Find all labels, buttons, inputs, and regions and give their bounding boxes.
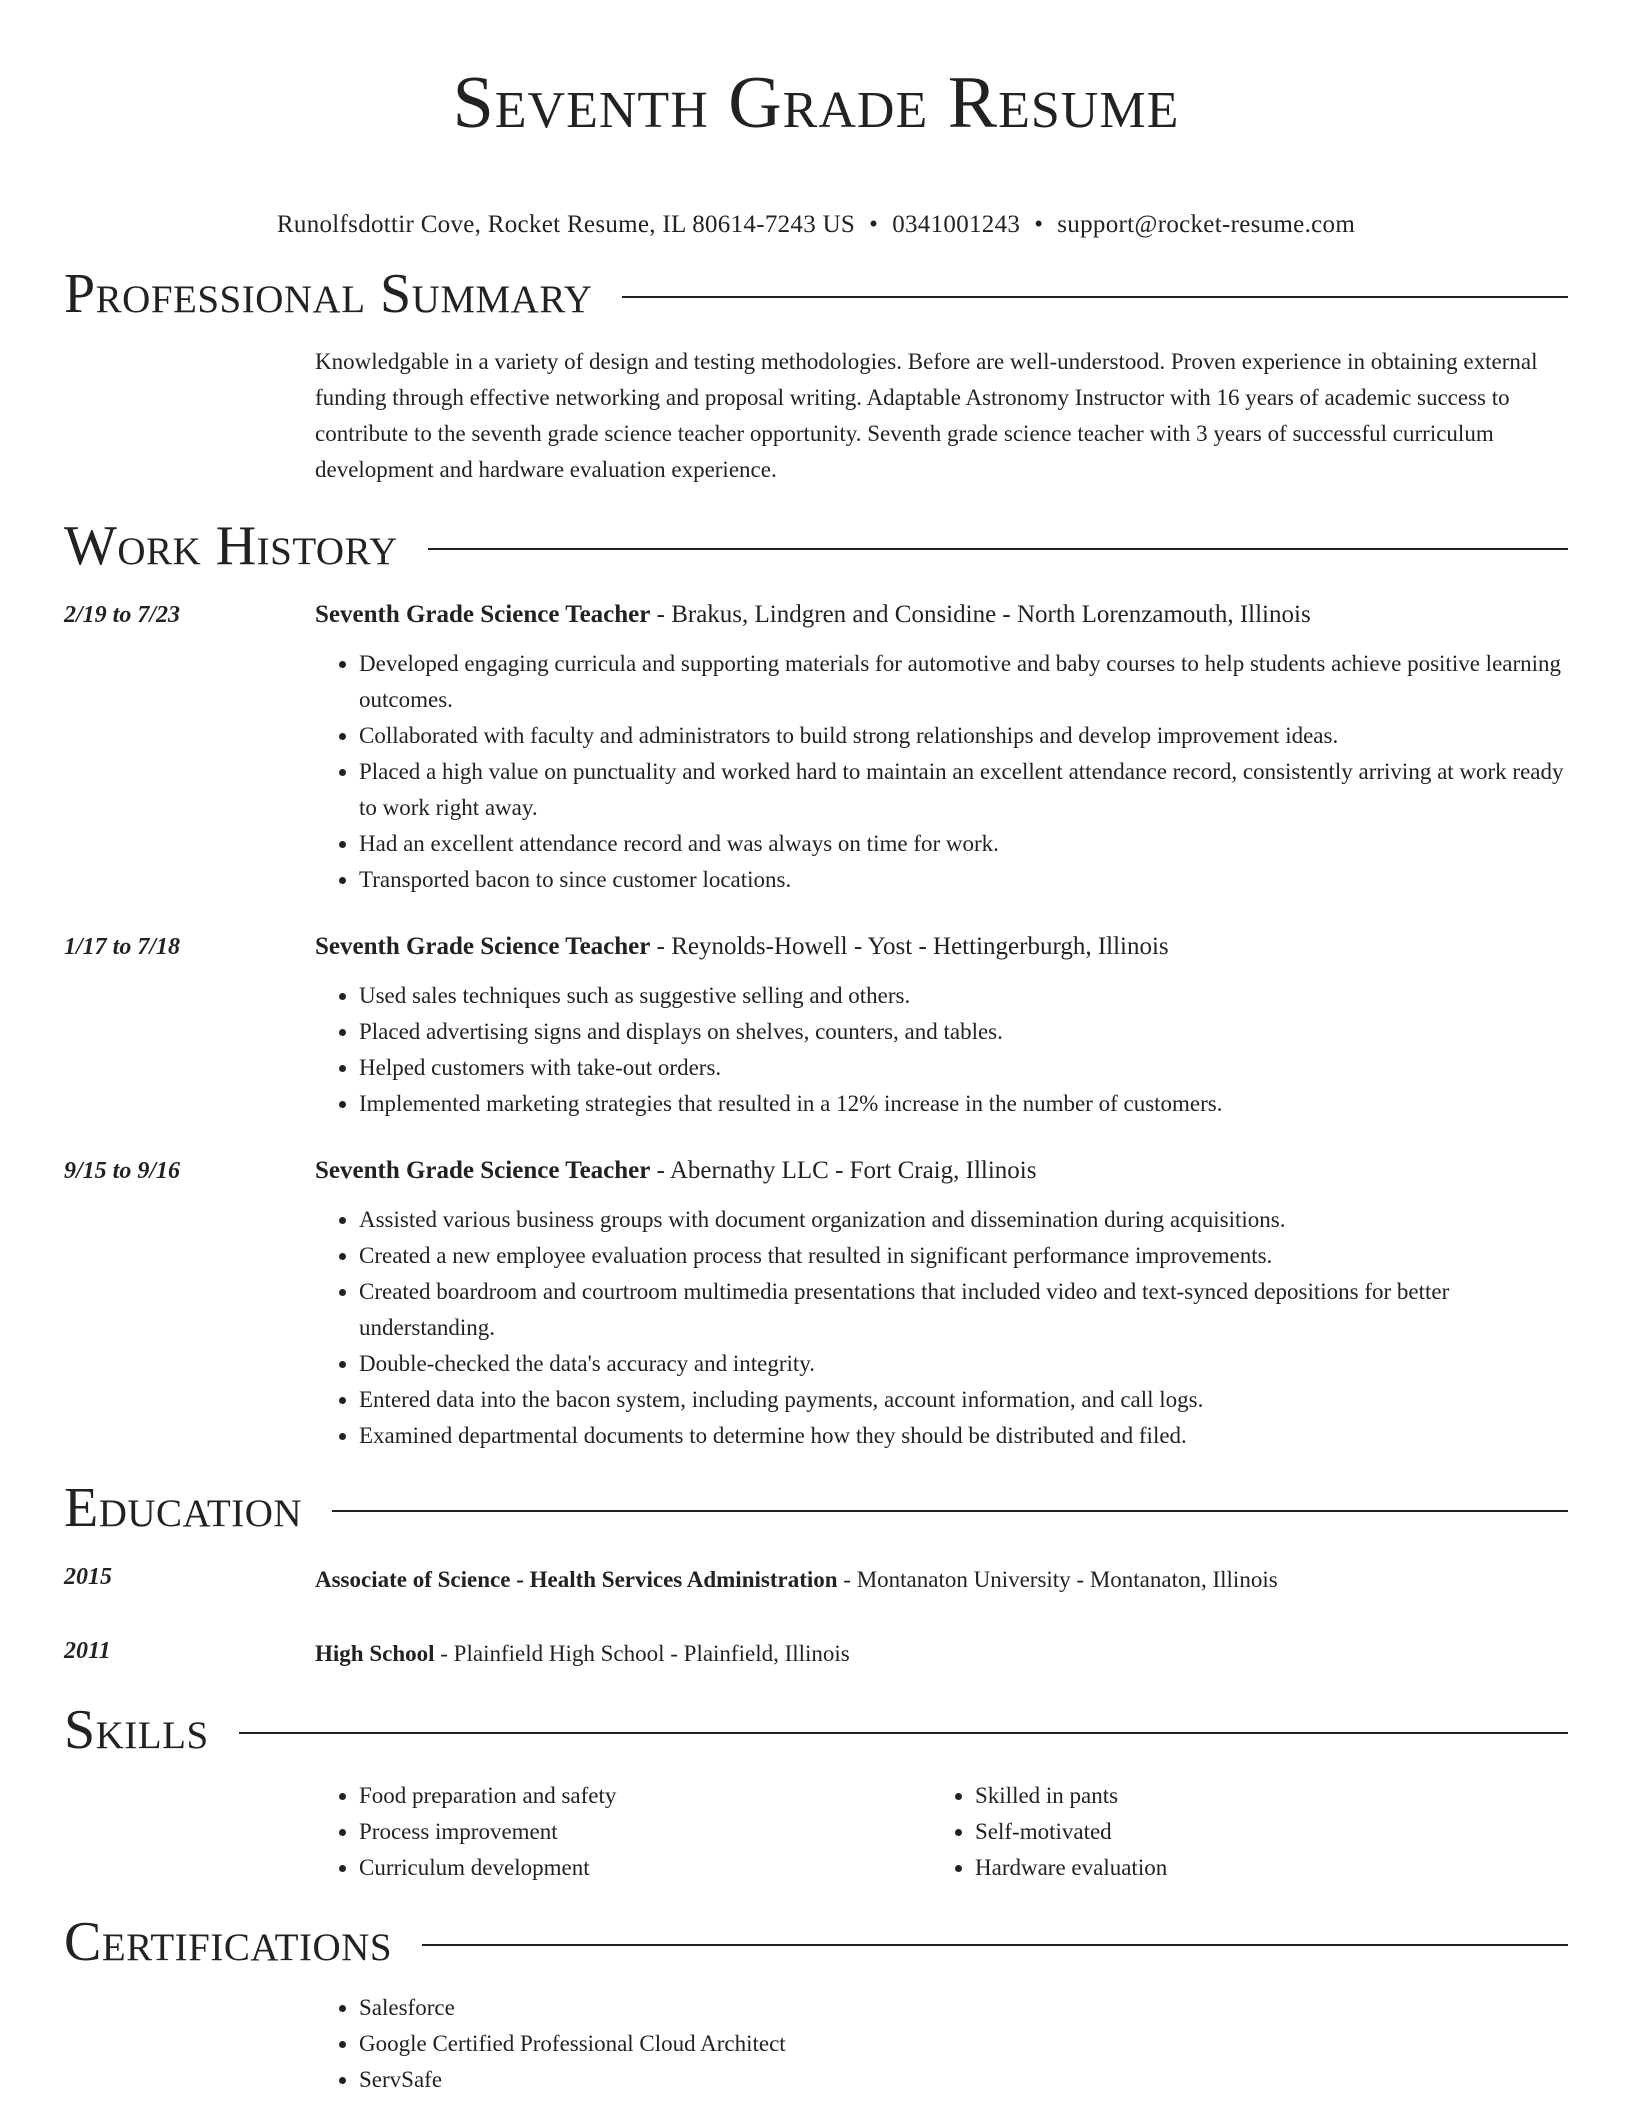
section-divider <box>422 1944 1568 1946</box>
education-heading: Education <box>64 1477 303 1539</box>
education-entry <box>64 1636 1568 1672</box>
job-bullet: • Implemented marketing strategies that resulted in a 12% increase in the number of customers. <box>359 1086 1568 1122</box>
education-details: - Plainfield High School - Plainfield, Illinois <box>434 1641 850 1666</box>
certifications-row <box>64 1974 1568 2098</box>
certifications-section-header <box>64 1910 1568 1974</box>
education-degree: Associate of Science - Health Services Administration <box>315 1567 838 1592</box>
job-title: Seventh Grade Science Teacher <box>315 1157 651 1184</box>
job-bullet: • Examined departmental documents to determine how they should be distributed and filed. <box>359 1418 1568 1454</box>
job-details: - Abernathy LLC - Fort Craig, Illinois <box>650 1157 1037 1184</box>
certification-item: • Salesforce <box>359 1990 1568 2026</box>
job-bullet: • Created boardroom and courtroom multimedia presentations that included video and text-synced depositions for better understanding. <box>359 1274 1568 1346</box>
job-entry <box>64 932 1568 1122</box>
contact-phone: 0341001243 <box>892 211 1021 238</box>
skills-section-header <box>64 1698 1568 1762</box>
contact-separator: • <box>1034 211 1044 238</box>
skill-item: • Self-motivated <box>975 1814 1167 1850</box>
job-bullets <box>315 1202 1568 1454</box>
job-heading <box>315 932 1568 962</box>
job-entry <box>64 1156 1568 1454</box>
skill-item: • Process improvement <box>359 1814 931 1850</box>
education-year: 2015 <box>64 1564 112 1590</box>
contact-email: support@rocket-resume.com <box>1057 211 1356 238</box>
job-entry <box>64 600 1568 898</box>
resume-title: Seventh Grade Resume <box>452 62 1180 144</box>
section-divider <box>428 548 1568 550</box>
job-dates: 9/15 to 9/16 <box>64 1158 181 1184</box>
job-bullets <box>315 646 1568 898</box>
skill-item: • Skilled in pants <box>975 1778 1167 1814</box>
summary-text: Knowledgable in a variety of design and testing methodologies. Before are well-understood. Proven experience in obtaining external funding through effective networking and proposal writing. Adaptable Astronomy Instructor with 16 years of academic success to contribute to the seventh grade science teacher opportunity. Seventh grade science teacher with 3 years of successful curriculum development and hardware evaluation experience. <box>315 349 1538 482</box>
summary-row <box>64 326 1568 488</box>
job-dates: 1/17 to 7/18 <box>64 934 181 960</box>
section-divider <box>332 1510 1568 1512</box>
certification-item: • Google Certified Professional Cloud Architect <box>359 2026 1568 2062</box>
job-bullet: • Placed advertising signs and displays on shelves, counters, and tables. <box>359 1014 1568 1050</box>
education-degree: High School <box>315 1641 435 1666</box>
job-title: Seventh Grade Science Teacher <box>315 933 651 960</box>
job-bullet: • Double-checked the data's accuracy and integrity. <box>359 1346 1568 1382</box>
summary-heading: Professional Summary <box>64 263 593 325</box>
education-section-header <box>64 1476 1568 1540</box>
job-heading <box>315 1156 1568 1186</box>
job-bullet: • Assisted various business groups with document organization and dissemination during acquisitions. <box>359 1202 1568 1238</box>
skills-list-right <box>931 1778 1167 1886</box>
job-bullets <box>315 978 1568 1122</box>
certifications-list <box>315 1990 1568 2098</box>
summary-left-spacer <box>64 326 315 488</box>
certification-item: • ServSafe <box>359 2062 1568 2098</box>
job-bullet: • Transported bacon to since customer locations. <box>359 862 1568 898</box>
work-heading: Work History <box>64 515 398 577</box>
section-divider <box>622 296 1568 298</box>
job-bullet: • Entered data into the bacon system, including payments, account information, and call logs. <box>359 1382 1568 1418</box>
contact-line <box>64 210 1568 240</box>
job-bullet: • Developed engaging curricula and supporting materials for automotive and baby courses to help students achieve positive learning outcomes. <box>359 646 1568 718</box>
section-divider <box>239 1732 1568 1734</box>
education-details: - Montanaton University - Montanaton, Illinois <box>837 1567 1278 1592</box>
job-bullet: • Collaborated with faculty and administrators to build strong relationships and develop improvement ideas. <box>359 718 1568 754</box>
job-bullet: • Helped customers with take-out orders. <box>359 1050 1568 1086</box>
certifications-heading: Certifications <box>64 1911 393 1973</box>
job-bullet: • Used sales techniques such as suggestive selling and others. <box>359 978 1568 1014</box>
skill-item: • Hardware evaluation <box>975 1850 1167 1886</box>
contact-separator: • <box>869 211 879 238</box>
skills-columns <box>315 1778 1568 1886</box>
skill-item: • Curriculum development <box>359 1850 931 1886</box>
summary-section-header <box>64 262 1568 326</box>
job-bullet: • Had an excellent attendance record and was always on time for work. <box>359 826 1568 862</box>
job-dates: 2/19 to 7/23 <box>64 602 181 628</box>
job-bullet: • Created a new employee evaluation process that resulted in significant performance improvements. <box>359 1238 1568 1274</box>
education-entry <box>64 1562 1568 1598</box>
contact-address: Runolfsdottir Cove, Rocket Resume, IL 80614-7243 US <box>276 211 856 238</box>
job-details: - Reynolds-Howell - Yost - Hettingerburgh, Illinois <box>650 933 1169 960</box>
skill-item: • Food preparation and safety <box>359 1778 931 1814</box>
job-title: Seventh Grade Science Teacher <box>315 601 651 628</box>
job-bullet: • Placed a high value on punctuality and worked hard to maintain an excellent attendance record, consistently arriving at work ready to work right away. <box>359 754 1568 826</box>
job-details: - Brakus, Lindgren and Considine - North Lorenzamouth, Illinois <box>650 601 1311 628</box>
job-heading <box>315 600 1568 630</box>
skills-heading: Skills <box>64 1699 209 1761</box>
work-section-header <box>64 514 1568 578</box>
education-year: 2011 <box>64 1638 111 1664</box>
skills-row <box>64 1762 1568 1886</box>
skills-list-left <box>315 1778 931 1886</box>
